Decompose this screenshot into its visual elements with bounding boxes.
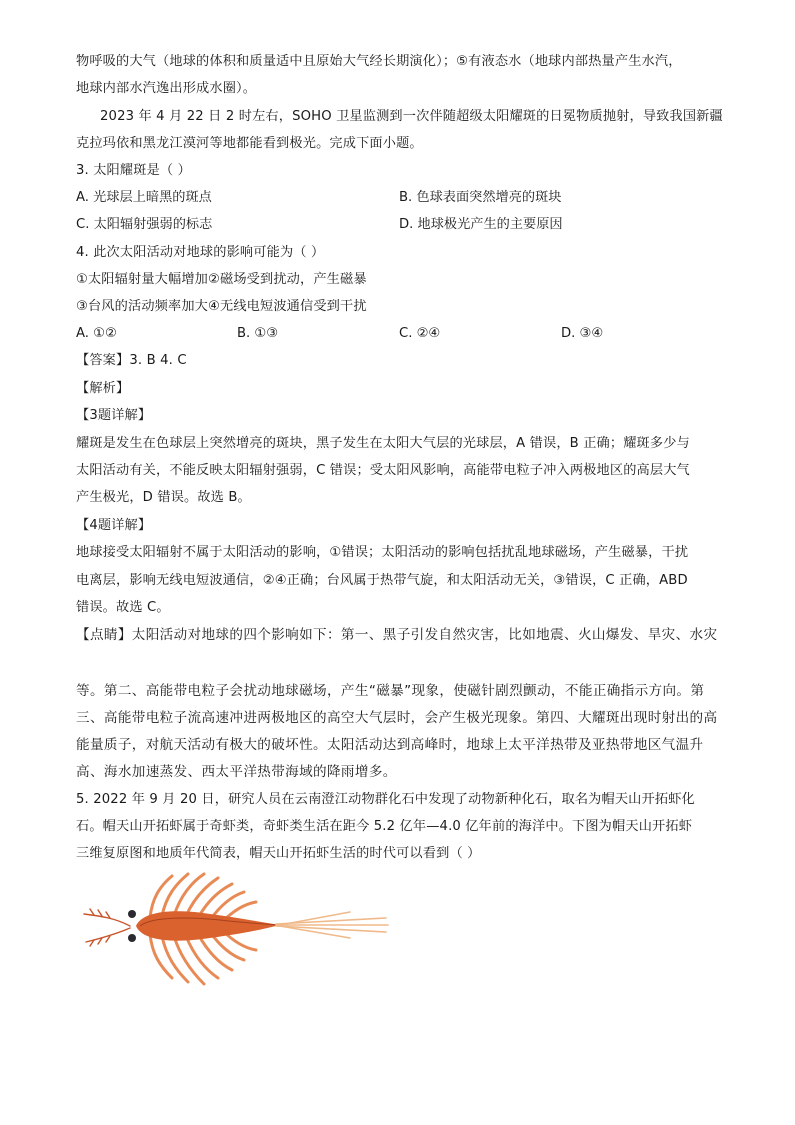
passage-line: 2023 年 4 月 22 日 2 时左右，SOHO 卫星监测到一次伴随超级太阳耀斑的日冕物质抛射，导致我国新疆	[100, 109, 723, 124]
q4-option-d: D. ③④	[561, 326, 604, 341]
q4-option-a: A. ①②	[76, 326, 117, 341]
answer-line: 【答案】3. B 4. C	[76, 353, 187, 368]
question-3: 3. 太阳耀斑是（ ）	[76, 163, 191, 178]
note-text: 等。第二、高能带电粒子会扰动地球磁场，产生“磁暴”现象，使磁针剧烈颤动，不能正确指示方向。第	[76, 683, 705, 699]
detail-4-text: 电离层，影响无线电短波通信，②④正确；台风属于热带气旋，和太阳活动无关，③错误，C 正确，ABD	[76, 573, 688, 588]
fossil-shrimp-illustration	[80, 868, 392, 990]
note-text: 【点睛】太阳活动对地球的四个影响如下：第一、黑子引发自然灾害，比如地震、火山爆发、旱灾、水灾	[76, 627, 718, 643]
question-5: 三维复原图和地质年代简表，帽天山开拓虾生活的时代可以看到（ ）	[76, 846, 481, 861]
q3-option-c: C. 太阳辐射强弱的标志	[76, 217, 213, 232]
detail-3-text: 产生极光，D 错误。故选 B。	[76, 490, 251, 505]
passage-line: 克拉玛依和黑龙江漠河等地都能看到极光。完成下面小题。	[76, 136, 423, 151]
detail-4-label: 【4题详解】	[76, 518, 152, 533]
analysis-label: 【解析】	[76, 381, 130, 396]
note-text: 高、海水加速蒸发、西太平洋热带海域的降雨增多。	[76, 764, 397, 780]
detail-3-text: 太阳活动有关，不能反映太阳辐射强弱，C 错误；受太阳风影响，高能带电粒子冲入两极地区的高层大气	[76, 463, 690, 478]
note-text: 三、高能带电粒子流高速冲进两极地区的高空大气层时，会产生极光现象。第四、大耀斑出现时射出的高	[76, 710, 718, 726]
q4-statements: ③台风的活动频率加大④无线电短波通信受到干扰	[76, 299, 367, 314]
q4-option-c: C. ②④	[399, 326, 441, 341]
q3-option-d: D. 地球极光产生的主要原因	[399, 217, 563, 232]
detail-4-text: 错误。故选 C。	[76, 600, 170, 615]
q4-option-b: B. ①③	[237, 326, 279, 341]
detail-3-label: 【3题详解】	[76, 408, 152, 423]
text-line: 物呼吸的大气（地球的体积和质量适中且原始大气经长期演化）；⑤有液态水（地球内部热量产生水汽，	[76, 54, 682, 69]
q3-option-b: B. 色球表面突然增亮的斑块	[399, 190, 562, 205]
text-line: 地球内部水汽逸出形成水圈）。	[76, 81, 257, 96]
question-5: 石。帽天山开拓虾属于奇虾类，奇虾类生活在距今 5.2 亿年—4.0 亿年前的海洋中。下图为帽天山开拓虾	[76, 819, 693, 834]
q4-statements: ①太阳辐射量大幅增加②磁场受到扰动，产生磁暴	[76, 272, 367, 287]
q3-option-a: A. 光球层上暗黑的斑点	[76, 190, 212, 205]
note-text: 能量质子，对航天活动有极大的破坏性。太阳活动达到高峰时，地球上太平洋热带及亚热带地区气温升	[76, 737, 704, 753]
question-4: 4. 此次太阳活动对地球的影响可能为（ ）	[76, 245, 325, 260]
detail-4-text: 地球接受太阳辐射不属于太阳活动的影响，①错误；太阳活动的影响包括扰乱地球磁场，产生磁暴，干扰	[76, 545, 689, 560]
detail-3-text: 耀斑是发生在色球层上突然增亮的斑块，黑子发生在太阳大气层的光球层，A 错误，B 正确；耀斑多少与	[76, 436, 690, 451]
question-5: 5. 2022 年 9 月 20 日，研究人员在云南澄江动物群化石中发现了动物新种化石，取名为帽天山开拓虾化	[76, 792, 695, 807]
